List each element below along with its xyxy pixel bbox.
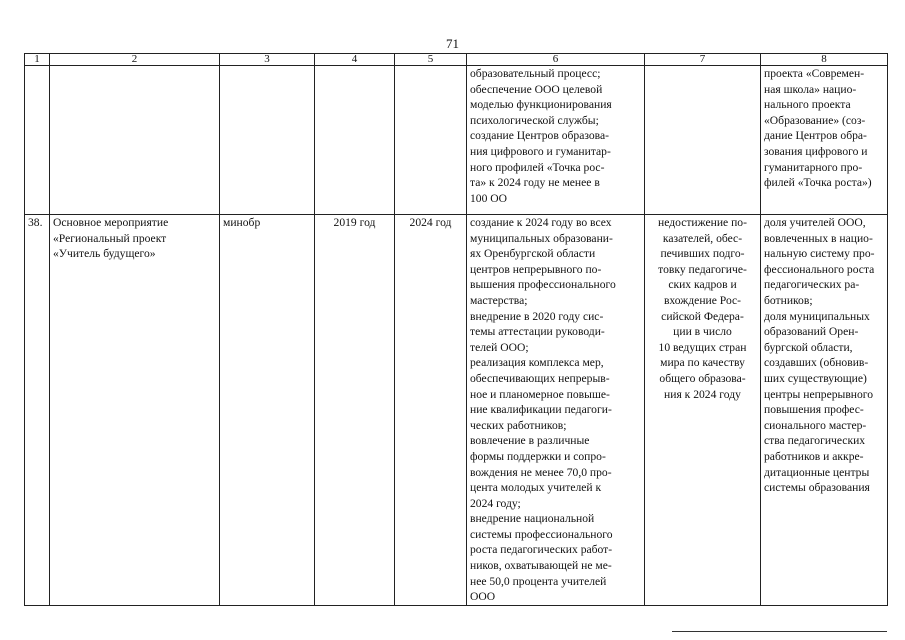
text-line: формы поддержки и сопро-	[470, 449, 606, 463]
text-line: недостижение по-	[658, 216, 747, 229]
text-line: центры непрерывного	[764, 387, 874, 401]
text-line: психологической службы;	[470, 113, 599, 127]
header-cell-2: 2	[50, 54, 220, 66]
expected-results-text	[470, 215, 641, 605]
row1-num-cell	[25, 66, 50, 215]
header-cell-4: 4	[315, 54, 395, 66]
text-line: ное и планомерное повыше-	[470, 387, 610, 401]
row1-indicators-cell	[761, 66, 888, 215]
text-line: создавших (обновив-	[764, 356, 869, 370]
text-line: мира по качеству	[660, 356, 745, 370]
start-year-cell: 2019 год	[315, 215, 395, 606]
row1-results-text	[470, 66, 641, 206]
text-line: «Образование» (соз-	[764, 113, 866, 127]
row1-start-cell	[315, 66, 395, 215]
text-line: обеспечивающих непрерыв-	[470, 371, 610, 385]
text-line: ции в число	[673, 325, 732, 339]
text-line: зования цифрового и	[764, 144, 868, 158]
row1-consequences-cell	[645, 66, 761, 215]
text-line: цента молодых учителей к	[470, 481, 602, 495]
text-line: фессионального роста	[764, 262, 875, 276]
text-line: моделью функционирования	[470, 98, 612, 112]
indicators-text	[764, 215, 884, 496]
text-line: реализация комплекса мер,	[470, 356, 604, 370]
text-line: создание к 2024 году во всех	[470, 216, 612, 229]
text-line: вышения профессионального	[470, 278, 616, 292]
executor-cell: минобр	[220, 215, 315, 606]
text-line: системы образования	[764, 481, 870, 495]
text-line: ная школа» нацио-	[764, 82, 857, 96]
text-line: «Региональный проект	[53, 231, 167, 245]
text-line: ния цифрового и гуманитар-	[470, 144, 611, 158]
text-line: центров непрерывного по-	[470, 262, 602, 276]
text-line: телей ООО;	[470, 340, 529, 354]
text-line: роста педагогических работ-	[470, 543, 613, 557]
header-cell-8: 8	[761, 54, 888, 66]
text-line: работников и аккре-	[764, 449, 864, 463]
text-line: 100 ОО	[470, 191, 508, 205]
text-line: повышения профес-	[764, 403, 864, 417]
header-cell-3: 3	[220, 54, 315, 66]
text-line: 2024 году;	[470, 496, 521, 510]
activity-name	[53, 215, 216, 262]
row1-activity-cell	[50, 66, 220, 215]
text-line: 10 ведущих стран	[658, 340, 747, 354]
text-line: сионального мастер-	[764, 418, 867, 432]
row1-results-cell	[467, 66, 645, 215]
text-line: нальную систему про-	[764, 247, 875, 261]
text-line: доля муниципальных	[764, 309, 870, 323]
text-line: доля учителей ООО,	[764, 216, 866, 229]
page-number: 71	[446, 36, 459, 51]
text-line: темы аттестации руководи-	[470, 325, 605, 339]
row2-results-cell	[467, 215, 645, 606]
text-line: дание Центров обра-	[764, 129, 867, 143]
row1-indicators-text	[764, 66, 884, 191]
text-line: печивших подго-	[660, 247, 745, 261]
text-line: проекта «Современ-	[764, 67, 865, 80]
text-line: мастерства;	[470, 293, 528, 307]
text-line: педагогических ра-	[764, 278, 860, 292]
text-line: ботников;	[764, 293, 813, 307]
table-row	[25, 215, 888, 606]
row1-end-cell	[395, 66, 467, 215]
text-line: Основное мероприятие	[53, 216, 169, 229]
text-line: вождения не менее 70,0 про-	[470, 465, 612, 479]
header-cell-7: 7	[645, 54, 761, 66]
text-line: образовательный процесс;	[470, 67, 601, 80]
text-line: ших существующие)	[764, 371, 867, 385]
row2-consequences-cell	[645, 215, 761, 606]
text-line: нального проекта	[764, 98, 851, 112]
text-line: филей «Точка роста»)	[764, 176, 872, 190]
text-line: вхождение Рос-	[663, 293, 742, 307]
end-year-cell: 2024 год	[395, 215, 467, 606]
row2-activity-cell	[50, 215, 220, 606]
text-line: образований Орен-	[764, 325, 859, 339]
text-line: создание Центров образова-	[470, 129, 609, 143]
text-line: ства педагогических	[764, 434, 866, 448]
text-line: ного профилей «Точка рос-	[470, 160, 605, 174]
activities-table	[24, 53, 888, 606]
text-line: казателей, обес-	[662, 231, 743, 245]
text-line: ние квалификации педагоги-	[470, 403, 612, 417]
text-line: сийской Федера-	[661, 309, 744, 323]
text-line: гуманитарного про-	[764, 160, 863, 174]
text-line: бургской области,	[764, 340, 853, 354]
footer-rule	[672, 631, 887, 632]
text-line: вовлечение в различные	[470, 434, 590, 448]
header-cell-1: 1	[25, 54, 50, 66]
text-line: вовлеченных в нацио-	[764, 231, 873, 245]
text-line: та» к 2024 году не менее в	[470, 176, 600, 190]
row1-executor-cell	[220, 66, 315, 215]
table-row	[25, 66, 888, 215]
header-cell-6: 6	[467, 54, 645, 66]
text-line: обеспечение ООО целевой	[470, 82, 603, 96]
text-line: ях Оренбургской области	[470, 247, 596, 261]
text-line: муниципальных образовани-	[470, 231, 613, 245]
text-line: внедрение национальной	[470, 512, 595, 526]
text-line: ников, охватывающей не ме-	[470, 559, 612, 573]
header-row	[25, 54, 888, 66]
text-line: «Учитель будущего»	[53, 247, 156, 261]
text-line: ния к 2024 году	[664, 387, 741, 401]
text-line: нее 50,0 процента учителей	[470, 574, 607, 588]
text-line: ООО	[470, 590, 496, 604]
consequences-text	[648, 215, 757, 402]
text-line: дитационные центры	[764, 465, 870, 479]
header-cell-5: 5	[395, 54, 467, 66]
text-line: общего образова-	[659, 371, 746, 385]
text-line: ческих работников;	[470, 418, 567, 432]
text-line: ских кадров и	[668, 278, 737, 292]
text-line: внедрение в 2020 году сис-	[470, 309, 604, 323]
row2-indicators-cell	[761, 215, 888, 606]
text-line: системы профессионального	[470, 527, 613, 541]
text-line: товку педагогиче-	[658, 262, 747, 276]
row-number: 38.	[25, 215, 50, 606]
